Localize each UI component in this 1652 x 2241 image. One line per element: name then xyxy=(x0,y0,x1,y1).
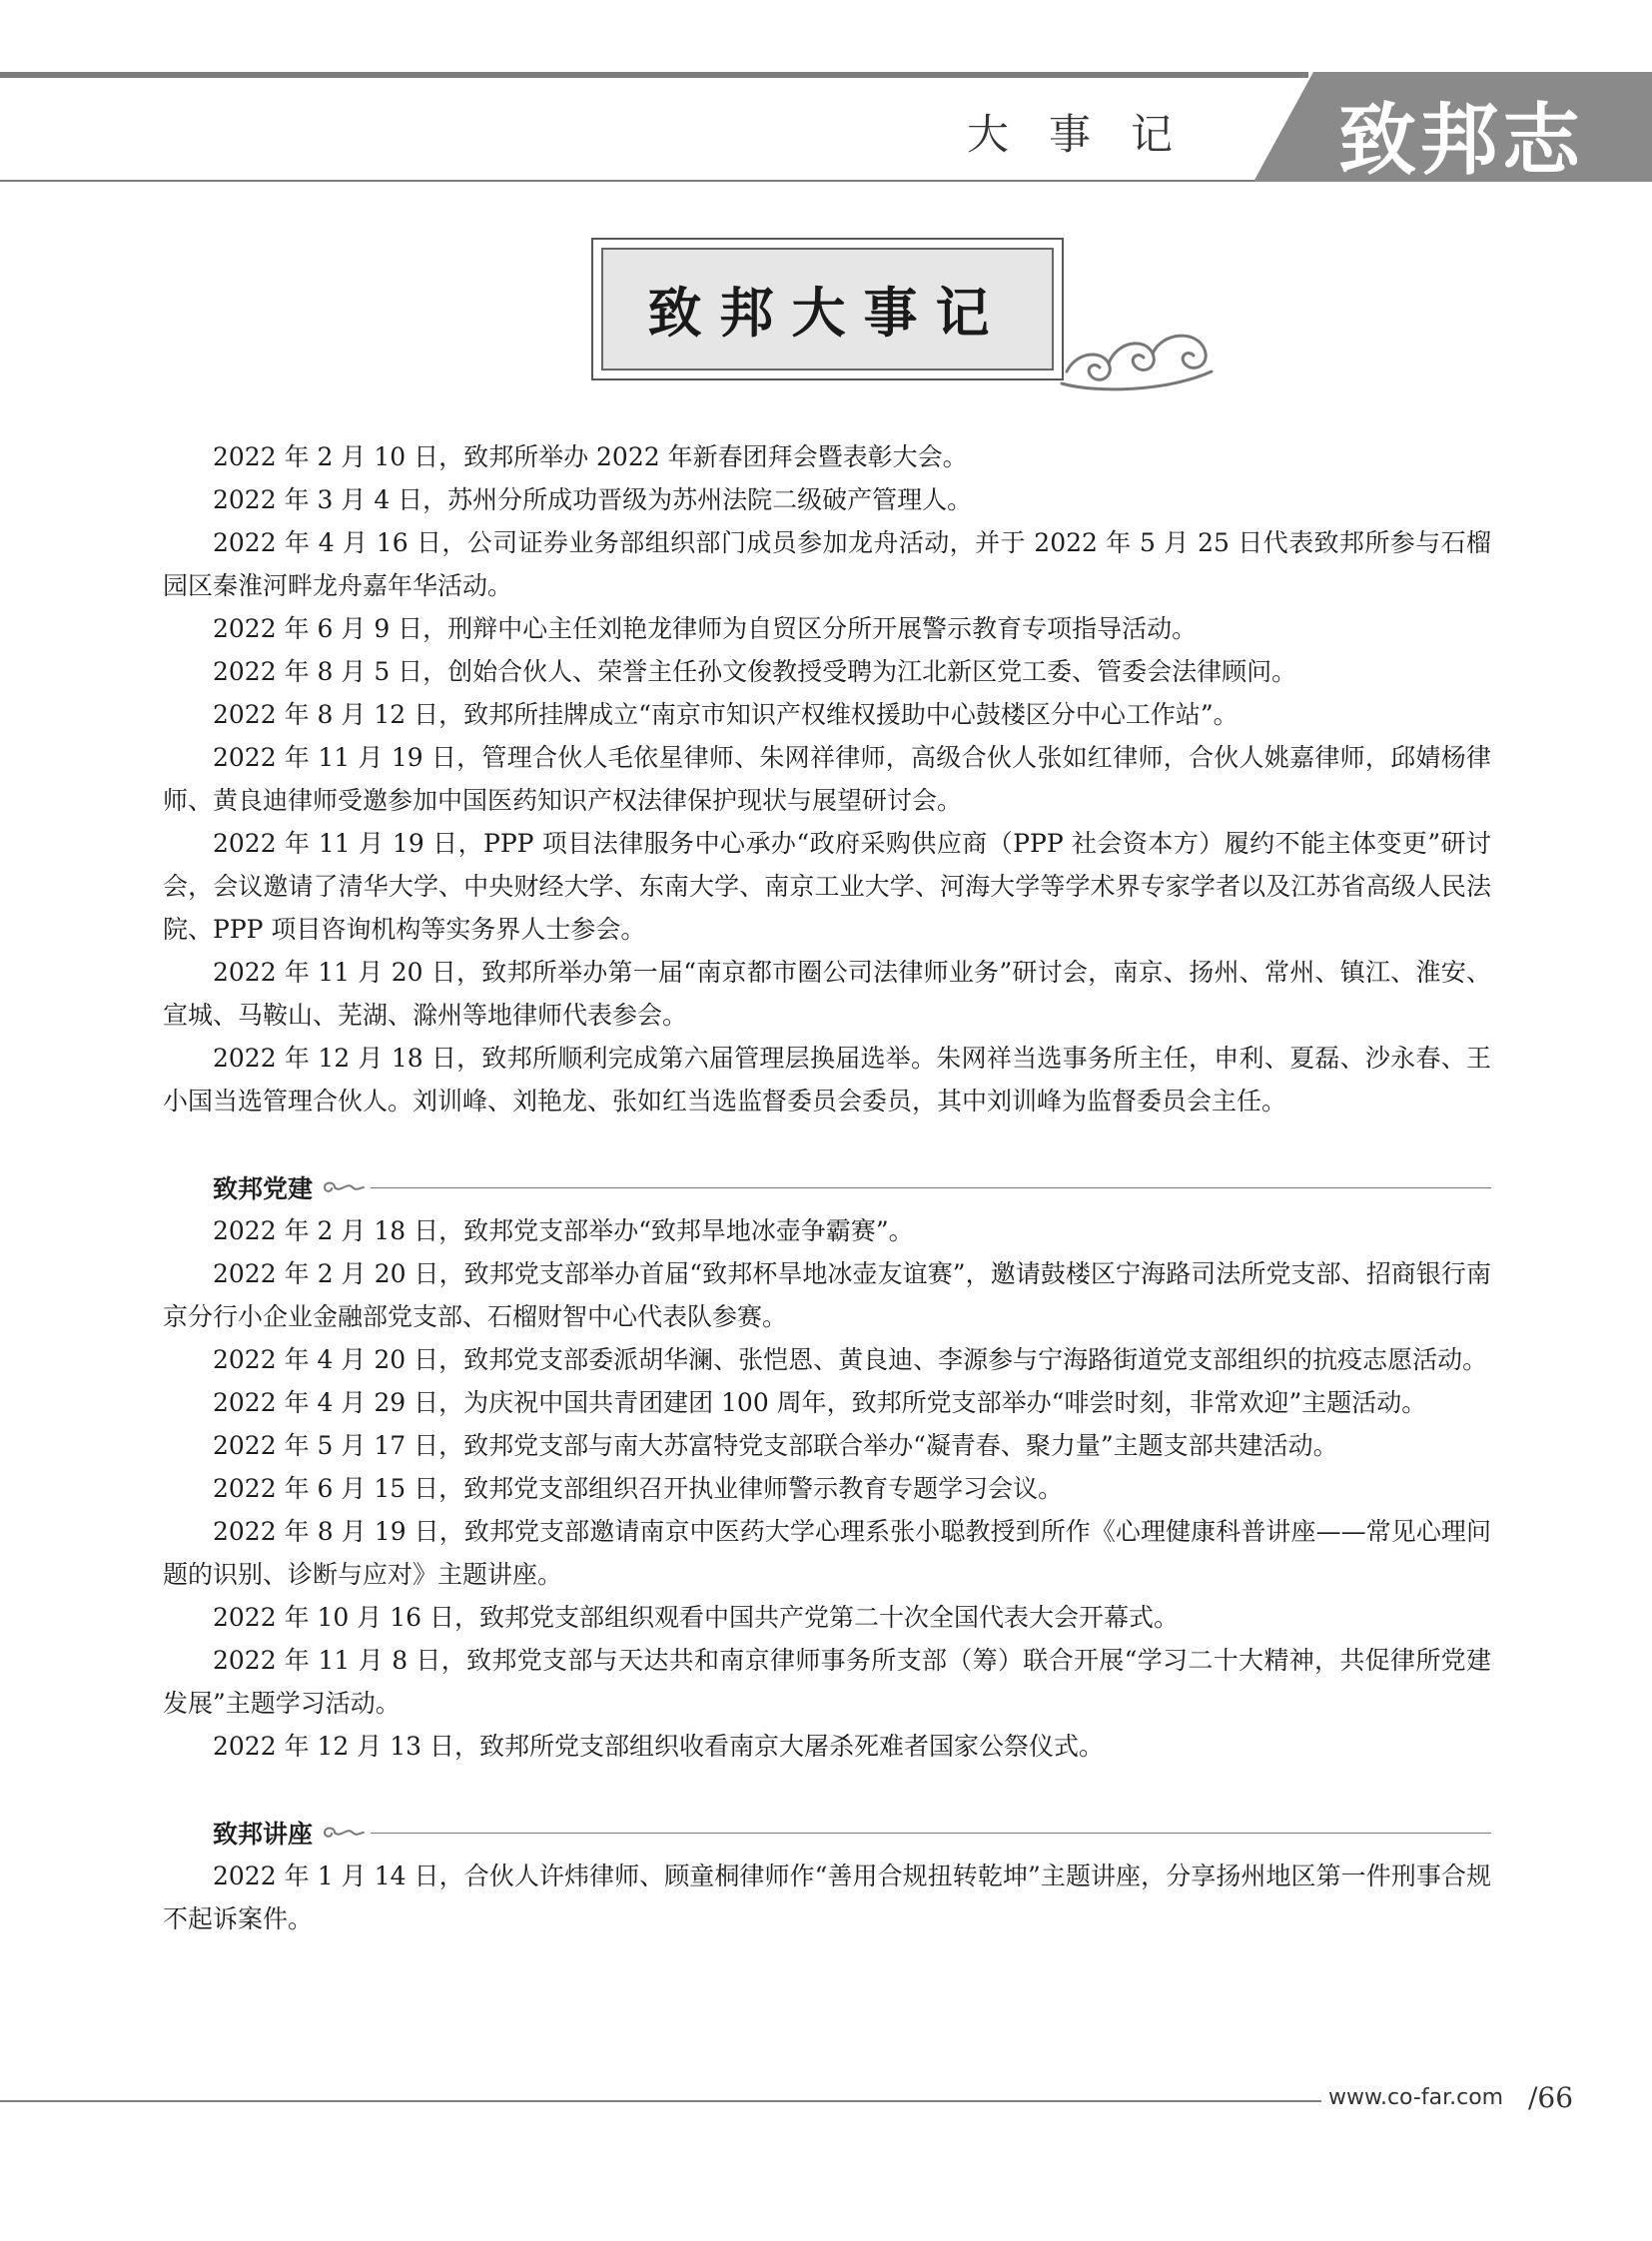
event-paragraph: 2022 年 8 月 5 日，创始合伙人、荣誉主任孙文俊教授受聘为江北新区党工委、管委会法律顾问。 xyxy=(213,657,1297,686)
section-rule xyxy=(371,1833,1491,1834)
event-paragraph: 2022 年 10 月 16 日，致邦党支部组织观看中国共产党第二十次全国代表大会开幕式。 xyxy=(213,1603,1179,1632)
content xyxy=(163,435,1491,1940)
event-paragraph: 2022 年 12 月 13 日，致邦所党支部组织收看南京大屠杀死难者国家公祭仪式。 xyxy=(213,1732,1104,1761)
event-paragraph: 2022 年 5 月 17 日，致邦党支部与南大苏富特党支部联合举办“凝青春、聚力量”主题支部共建活动。 xyxy=(213,1431,1338,1460)
section-heading-lecture xyxy=(163,1810,1491,1855)
brand-title: 致邦志 xyxy=(1338,95,1585,186)
section-rule xyxy=(371,1187,1491,1188)
event-paragraph: 2022 年 11 月 19 日，PPP 项目法律服务中心承办“政府采购供应商（PPP 社会资本方）履约不能主体变更”研讨会，会议邀请了清华大学、中央财经大学、东南大学、南京工业大学、河海大学等学术界专家学者以及江苏省高级人民法院、PPP 项目咨询机构等实务界人士参会。 xyxy=(163,829,1491,944)
event-paragraph: 2022 年 6 月 15 日，致邦党支部组织召开执业律师警示教育专题学习会议。 xyxy=(213,1474,1064,1503)
event-paragraph: 2022 年 2 月 10 日，致邦所举办 2022 年新春团拜会暨表彰大会。 xyxy=(213,442,968,471)
event-paragraph: 2022 年 1 月 14 日，合伙人许炜律师、顾童桐律师作“善用合规扭转乾坤”主题讲座，分享扬州地区第一件刑事合规不起诉案件。 xyxy=(163,1862,1491,1933)
event-paragraph: 2022 年 11 月 19 日，管理合伙人毛依星律师、朱网祥律师，高级合伙人张如红律师，合伙人姚嘉律师，邱婧杨律师、黄良迪律师受邀参加中国医药知识产权法律保护现状与展望研讨会。 xyxy=(163,743,1491,815)
event-paragraph: 2022 年 4 月 29 日，为庆祝中国共青团建团 100 周年，致邦所党支部举办“啡尝时刻，非常欢迎”主题活动。 xyxy=(213,1388,1427,1417)
section-label: 大事记 xyxy=(966,110,1213,159)
party-events xyxy=(163,1209,1491,1768)
footer-site: www.co-far.com xyxy=(1328,2085,1504,2110)
event-paragraph: 2022 年 12 月 18 日，致邦所顺利完成第六届管理层换届选举。朱网祥当选事务所主任，申利、夏磊、沙永春、王小国当选管理合伙人。刘训峰、刘艳龙、张如红当选监督委员会委员，其中刘训峰为监督委员会主任。 xyxy=(163,1044,1491,1116)
swirl-ornament-icon xyxy=(321,1823,365,1843)
footer-rule xyxy=(0,2100,1321,2102)
cloud-ornament-icon xyxy=(1057,302,1217,396)
main-events xyxy=(163,435,1491,1122)
event-paragraph: 2022 年 2 月 20 日，致邦党支部举办首届“致邦杯旱地冰壶友谊赛”，邀请鼓楼区宁海路司法所党支部、招商银行南京分行小企业金融部党支部、石榴财智中心代表队参赛。 xyxy=(163,1259,1491,1331)
swirl-ornament-icon xyxy=(321,1177,365,1197)
lecture-events xyxy=(163,1855,1491,1940)
event-paragraph: 2022 年 2 月 18 日，致邦党支部举办“致邦旱地冰壶争霸赛”。 xyxy=(213,1216,914,1245)
event-paragraph: 2022 年 11 月 20 日，致邦所举办第一届“南京都市圈公司法律师业务”研讨会，南京、扬州、常州、镇江、淮安、宣城、马鞍山、芜湖、滁州等地律师代表参会。 xyxy=(163,958,1491,1030)
event-paragraph: 2022 年 4 月 20 日，致邦党支部委派胡华澜、张恺恩、黄良迪、李源参与宁海路街道党支部组织的抗疫志愿活动。 xyxy=(213,1345,1488,1374)
section-title-party: 致邦党建 xyxy=(213,1173,314,1203)
event-paragraph: 2022 年 6 月 9 日，刑辩中心主任刘艳龙律师为自贸区分所开展警示教育专项指导活动。 xyxy=(213,614,1198,643)
event-paragraph: 2022 年 11 月 8 日，致邦党支部与天达共和南京律师事务所支部（筹）联合开展“学习二十大精神，共促律所党建发展”主题学习活动。 xyxy=(163,1646,1491,1718)
section-title-lecture: 致邦讲座 xyxy=(213,1819,314,1849)
event-paragraph: 2022 年 4 月 16 日，公司证券业务部组织部门成员参加龙舟活动，并于 2022 年 5 月 25 日代表致邦所参与石榴园区秦淮河畔龙舟嘉年华活动。 xyxy=(163,528,1491,600)
title-box xyxy=(591,238,1064,380)
event-paragraph: 2022 年 3 月 4 日，苏州分所成功晋级为苏州法院二级破产管理人。 xyxy=(213,485,973,514)
event-paragraph: 2022 年 8 月 19 日，致邦党支部邀请南京中医药大学心理系张小聪教授到所作《心理健康科普讲座——常见心理问题的识别、诊断与应对》主题讲座。 xyxy=(163,1517,1491,1589)
event-paragraph: 2022 年 8 月 12 日，致邦所挂牌成立“南京市知识产权维权援助中心鼓楼区分中心工作站”。 xyxy=(213,700,1239,729)
section-heading-party xyxy=(163,1164,1491,1209)
page-title: 致邦大事记 xyxy=(601,248,1054,371)
page-number: /66 xyxy=(1528,2081,1574,2114)
